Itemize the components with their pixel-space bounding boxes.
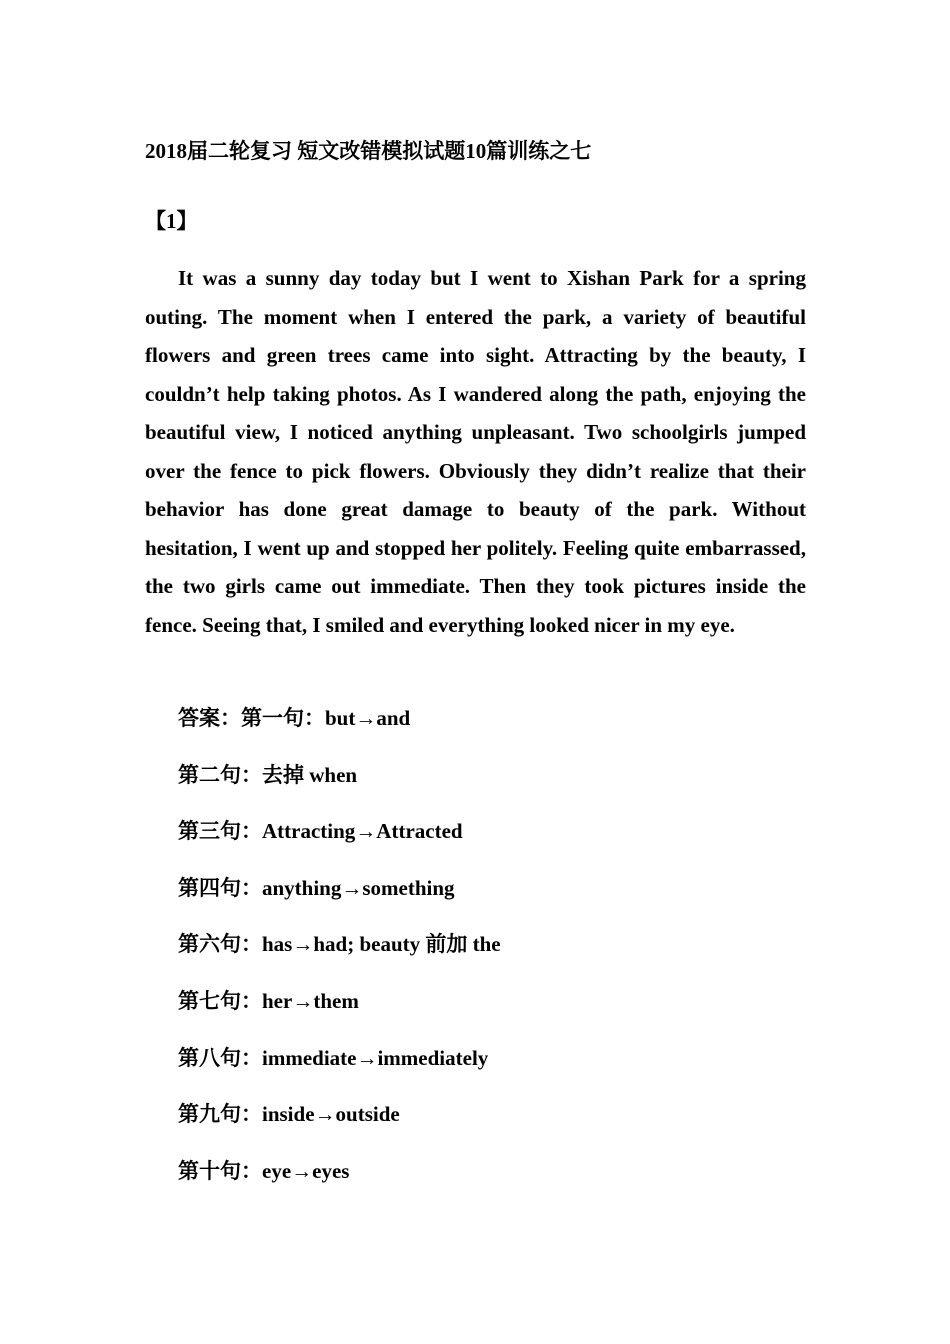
answer-line: 第九句：inside→outside xyxy=(178,1102,400,1127)
section-label: 【1】 xyxy=(145,209,198,233)
passage-text: It was a sunny day today but I went to Xishan Park for a spring outing. The moment when I entered the park, a variety of beautiful flowers and green trees came into sight. Attracting by the beauty, I couldn’t help taking photos. As I wandered along the path, enjoying the beautiful view, I noticed anything unpleasant. Two schoolgirls jumped over the fence to pick flowers. Obviously they didn’t realize that their behavior has done great damage to beauty of the park. Without hesitation, I went up and stopped her politely. Feeling quite embarrassed, the two girls came out immediate. Then they took pictures inside the fence. Seeing that, I smiled and everything looked nicer in my eye. xyxy=(145,266,806,637)
document-title: 2018届二轮复习 短文改错模拟试题10篇训练之七 xyxy=(145,139,592,163)
answer-line: 第七句：her→them xyxy=(178,988,359,1013)
answer-line: 答案：第一句：but→and xyxy=(178,706,411,730)
answer-line: 第二句：去掉 when xyxy=(178,762,358,787)
answer-line: 第六句：has→had; beauty 前加 the xyxy=(178,932,501,957)
answer-list xyxy=(178,703,501,1212)
answer-line: 第三句：Attracting→Attracted xyxy=(178,819,463,844)
answer-line: 第八句：immediate→immediately xyxy=(178,1045,489,1070)
answer-line: 第十句：eye→eyes xyxy=(178,1158,350,1183)
answer-line: 第四句：anything→something xyxy=(178,875,455,900)
